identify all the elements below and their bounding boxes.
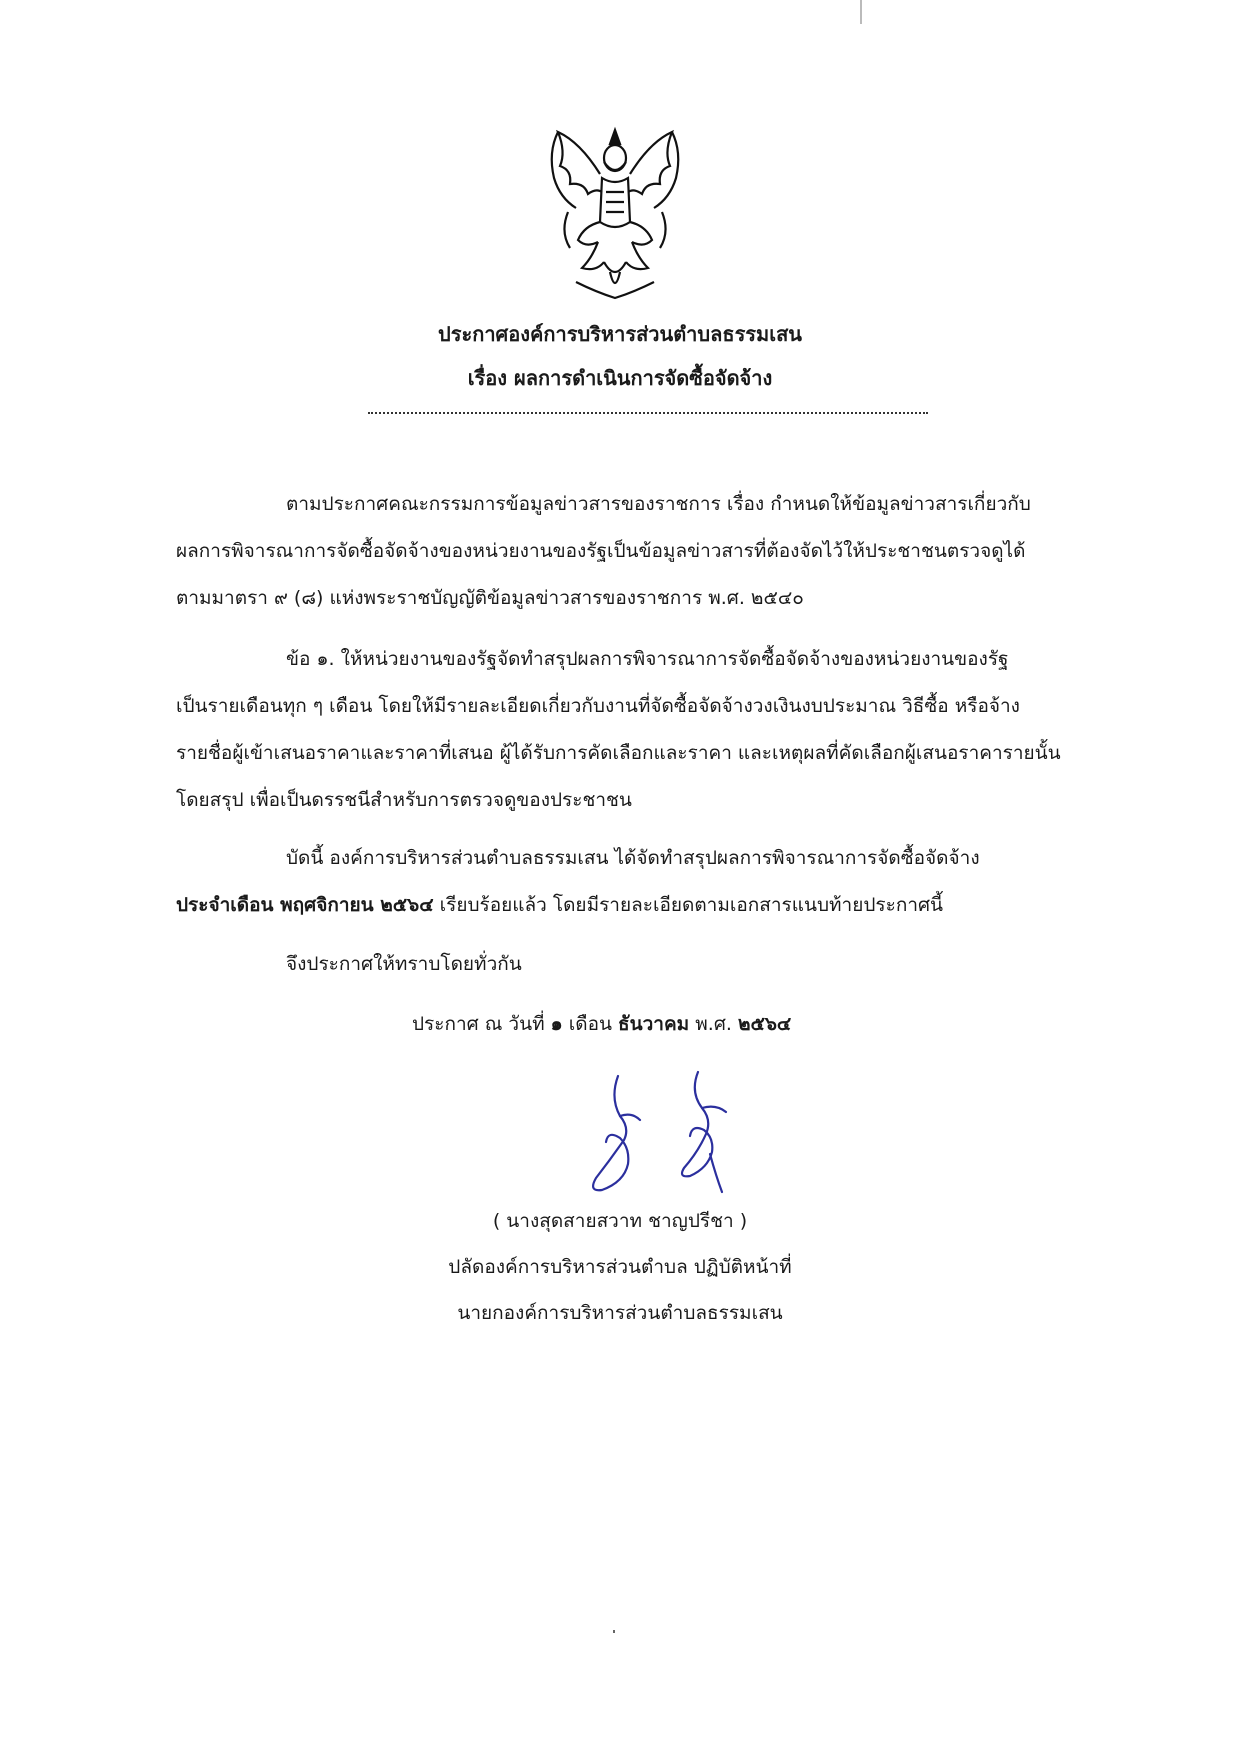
scan-mark bbox=[860, 0, 862, 24]
garuda-emblem-icon bbox=[540, 122, 690, 304]
paragraph-2-line-1: ข้อ ๑. ให้หน่วยงานของรัฐจัดทำสรุปผลการพิจารณาการจัดซื้อจัดจ้างของหน่วยงานของรัฐ bbox=[286, 648, 1009, 670]
date-day: ๑ bbox=[550, 1013, 563, 1035]
report-month: ประจำเดือน พฤศจิกายน ๒๕๖๔ bbox=[176, 894, 434, 916]
signatory-position-1: ปลัดองค์การบริหารส่วนตำบล ปฏิบัติหน้าที่ bbox=[448, 1256, 792, 1278]
date-year: ๒๕๖๔ bbox=[737, 1013, 792, 1035]
scan-speck bbox=[613, 1630, 615, 1633]
dotted-divider bbox=[368, 412, 928, 414]
announcement-date bbox=[412, 1010, 791, 1038]
paragraph-3-line-2 bbox=[176, 891, 943, 919]
date-month-label: เดือน bbox=[568, 1013, 612, 1035]
date-prefix: ประกาศ ณ วันที่ bbox=[412, 1013, 545, 1035]
signatory-position-2: นายกองค์การบริหารส่วนตำบลธรรมเสน bbox=[457, 1302, 783, 1324]
paragraph-3-line-1: บัดนี้ องค์การบริหารส่วนตำบลธรรมเสน ได้จัดทำสรุปผลการพิจารณาการจัดซื้อจัดจ้าง bbox=[286, 847, 980, 869]
announcement-title: ประกาศองค์การบริหารส่วนตำบลธรรมเสน bbox=[438, 322, 802, 346]
date-month: ธันวาคม bbox=[618, 1013, 690, 1035]
paragraph-1-line-2: ผลการพิจารณาการจัดซื้อจัดจ้างของหน่วยงานของรัฐเป็นข้อมูลข่าวสารที่ต้องจัดไว้ให้ประชาชนตรวจดูได้ bbox=[176, 540, 1026, 562]
announcement-subject: เรื่อง ผลการดำเนินการจัดซื้อจัดจ้าง bbox=[467, 366, 773, 390]
closing-line: จึงประกาศให้ทราบโดยทั่วกัน bbox=[286, 953, 522, 975]
handwritten-signature bbox=[580, 1068, 760, 1198]
paragraph-2-line-4: โดยสรุป เพื่อเป็นดรรชนีสำหรับการตรวจดูของประชาชน bbox=[176, 789, 632, 811]
paragraph-2-line-3: รายชื่อผู้เข้าเสนอราคาและราคาที่เสนอ ผู้ได้รับการคัดเลือกและราคา และเหตุผลที่คัดเลือกผู้เสนอราคารายนั้น bbox=[176, 742, 1061, 764]
date-year-label: พ.ศ. bbox=[695, 1013, 732, 1035]
paragraph-2-line-2: เป็นรายเดือนทุก ๆ เดือน โดยให้มีรายละเอียดเกี่ยวกับงานที่จัดซื้อจัดจ้างวงเงินงบประมาณ วิธีซื้อ หรือจ้าง bbox=[176, 695, 1020, 717]
paragraph-3-line-2-rest: เรียบร้อยแล้ว โดยมีรายละเอียดตามเอกสารแนบท้ายประกาศนี้ bbox=[433, 894, 944, 916]
signatory-name: ( นางสุดสายสวาท ชาญปรีชา ) bbox=[492, 1210, 748, 1232]
paragraph-1-line-1: ตามประกาศคณะกรรมการข้อมูลข่าวสารของราชการ เรื่อง กำหนดให้ข้อมูลข่าวสารเกี่ยวกับ bbox=[286, 493, 1031, 515]
paragraph-1-line-3: ตามมาตรา ๙ (๘) แห่งพระราชบัญญัติข้อมูลข่าวสารของราชการ พ.ศ. ๒๕๔๐ bbox=[176, 587, 804, 609]
